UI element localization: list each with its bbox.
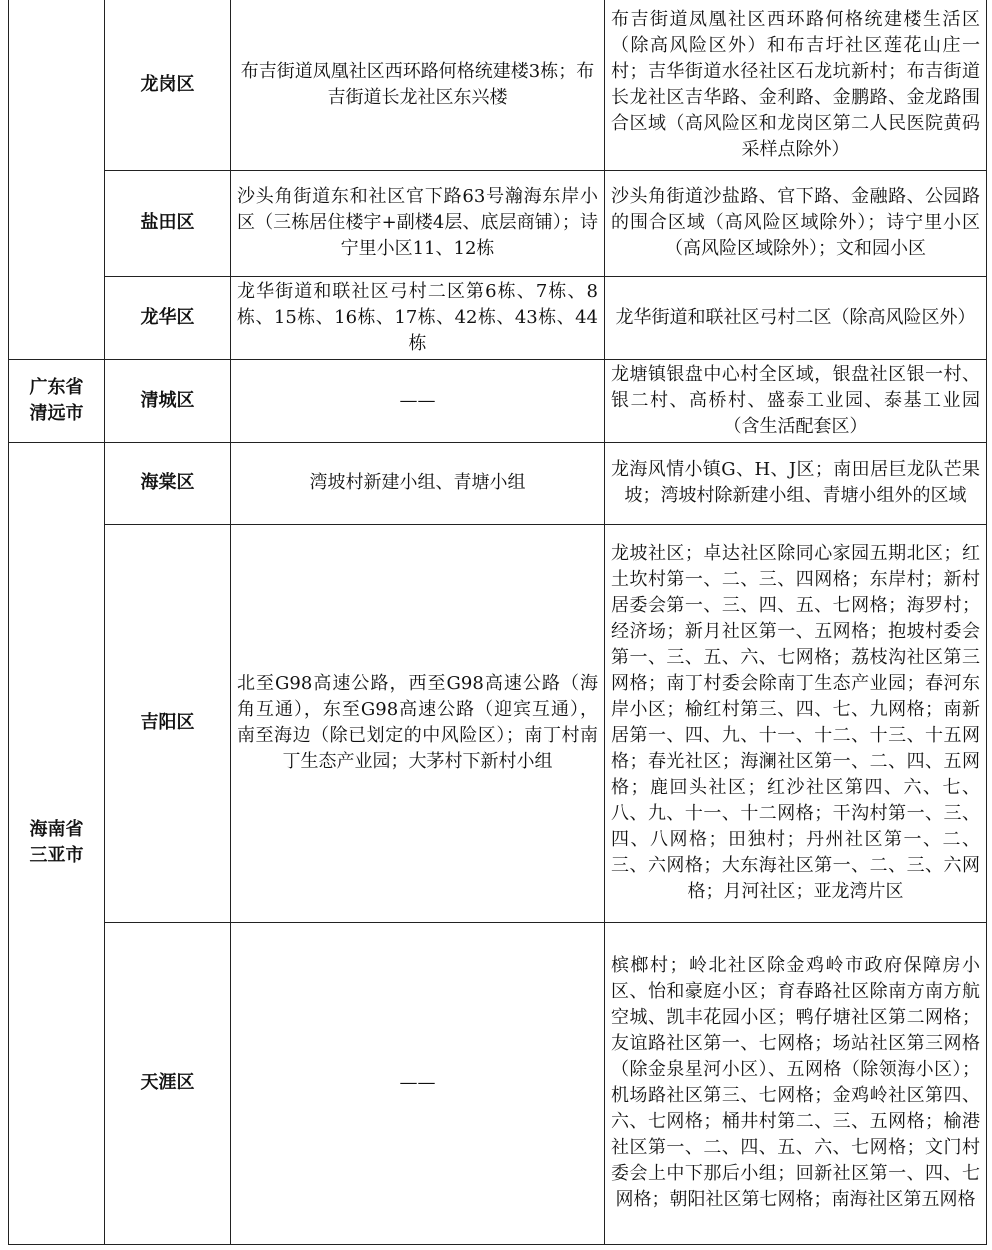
table-row — [9, 0, 987, 170]
high-risk-cell: 龙华街道和联社区弓村二区第6栋、7栋、8栋、15栋、16栋、17栋、42栋、43栋、44栋 — [231, 276, 605, 359]
medium-risk-cell: 槟榔村；岭北社区除金鸡岭市政府保障房小区、怡和豪庭小区；育春路社区除南方南方航空城、凯丰花园小区；鸭仔塘社区第二网格；友谊路社区第一、七网格；场站社区第三网格（除金泉星河小区）、五网格（除领海小区）；机场路社区第三、七网格；金鸡岭社区第四、六、七网格；桶井村第二、三、五网格；榆港社区第一、二、四、五、六、七网格；文门村委会上中下那后小组；回新社区第一、四、七网格；朝阳社区第七网格；南海社区第五网格 — [605, 922, 987, 1244]
high-risk-cell: —— — [231, 922, 605, 1244]
high-risk-cell: —— — [231, 359, 605, 442]
district-cell: 海棠区 — [105, 442, 231, 524]
high-risk-cell: 湾坡村新建小组、青塘小组 — [231, 442, 605, 524]
district-cell: 盐田区 — [105, 170, 231, 276]
medium-risk-cell: 龙坡社区；卓达社区除同心家园五期北区；红土坎村第一、二、三、四网格；东岸村；新村居委会第一、三、四、五、七网格；海罗村；经济场；新月社区第一、五网格；抱坡村委会第一、三、五、六、七网格；荔枝沟社区第三网格；南丁村委会除南丁生态产业园；春河东岸小区；榆红村第三、四、七、九网格；南新居第一、四、九、十一、十二、十三、十五网格；春光社区；海澜社区第一、二、四、五网格；鹿回头社区；红沙社区第四、六、七、八、九、十一、十二网格；干沟村第一、三、四、八网格；田独村；丹州社区第一、二、三、六网格；大东海社区第一、二、三、六网格；月河社区；亚龙湾片区 — [605, 524, 987, 922]
district-cell: 龙岗区 — [105, 0, 231, 170]
province-cell: 广东省 清远市 — [9, 359, 105, 442]
district-cell: 龙华区 — [105, 276, 231, 359]
district-cell: 吉阳区 — [105, 524, 231, 922]
province-cell — [9, 0, 105, 359]
medium-risk-cell: 龙华街道和联社区弓村二区（除高风险区外） — [605, 276, 987, 359]
table-row — [9, 922, 987, 1244]
table-row — [9, 524, 987, 922]
table-row — [9, 170, 987, 276]
risk-area-table — [8, 0, 987, 1245]
medium-risk-cell: 龙塘镇银盘中心村全区域，银盘社区银一村、银二村、高桥村、盛泰工业园、泰基工业园（含生活配套区） — [605, 359, 987, 442]
table-row — [9, 442, 987, 524]
medium-risk-cell: 沙头角街道沙盐路、官下路、金融路、公园路的围合区域（高风险区域除外）；诗宁里小区（高风险区域除外）；文和园小区 — [605, 170, 987, 276]
high-risk-cell: 沙头角街道东和社区官下路63号瀚海东岸小区（三栋居住楼宇+副楼4层、底层商铺）；诗宁里小区11、12栋 — [231, 170, 605, 276]
table-row — [9, 359, 987, 442]
high-risk-cell: 北至G98高速公路，西至G98高速公路（海角互通），东至G98高速公路（迎宾互通），南至海边（除已划定的中风险区）；南丁村南丁生态产业园；大茅村下新村小组 — [231, 524, 605, 922]
province-cell: 海南省 三亚市 — [9, 442, 105, 1244]
medium-risk-cell: 龙海风情小镇G、H、J区；南田居巨龙队芒果坡；湾坡村除新建小组、青塘小组外的区域 — [605, 442, 987, 524]
table-row — [9, 276, 987, 359]
district-cell: 清城区 — [105, 359, 231, 442]
district-cell: 天涯区 — [105, 922, 231, 1244]
medium-risk-cell: 布吉街道凤凰社区西环路何格统建楼生活区（除高风险区外）和布吉圩社区莲花山庄一村；吉华街道水径社区石龙坑新村；布吉街道长龙社区吉华路、金利路、金鹏路、金龙路围合区域（高风险区和龙岗区第二人民医院黄码采样点除外） — [605, 0, 987, 170]
high-risk-cell: 布吉街道凤凰社区西环路何格统建楼3栋；布吉街道长龙社区东兴楼 — [231, 0, 605, 170]
